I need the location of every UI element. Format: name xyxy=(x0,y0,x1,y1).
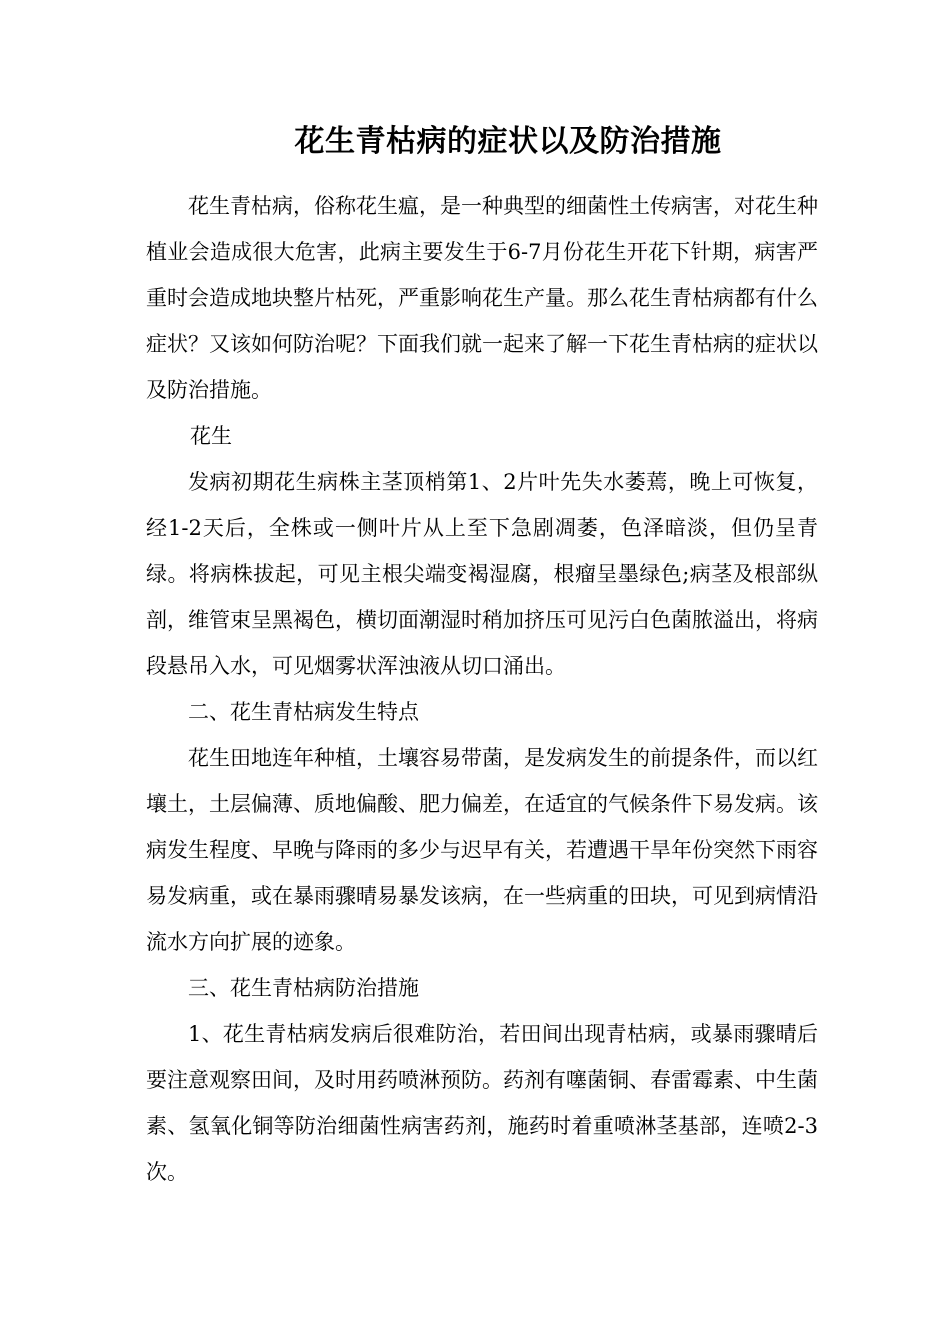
document-title: 花生青枯病的症状以及防治措施 xyxy=(294,124,722,159)
paragraph-symptoms: 发病初期花生病株主茎顶梢第1、2片叶先失水萎蔫，晚上可恢复，经1-2天后，全株或一侧叶片从上至下急剧凋萎，色泽暗淡，但仍呈青绿。将病株拔起，可见主根尖端变褐湿腐，根瘤呈墨绿色;病茎及根部纵剖，维管束呈黑褐色，横切面潮湿时稍加挤压可见污白色菌脓溢出，将病段悬吊入水，可见烟雾状浑浊液从切口涌出。 xyxy=(146,470,818,678)
document-body xyxy=(146,183,818,1195)
section-heading-prevention: 三、花生青枯病防治措施 xyxy=(188,976,419,1000)
paragraph-intro: 花生青枯病，俗称花生瘟，是一种典型的细菌性土传病害，对花生种植业会造成很大危害，此病主要发生于6-7月份花生开花下针期，病害严重时会造成地块整片枯死，严重影响花生产量。那么花生青枯病都有什么症状？又该如何防治呢？下面我们就一起来了解一下花生青枯病的症状以及防治措施。 xyxy=(146,194,818,402)
section-heading-characteristics: 二、花生青枯病发生特点 xyxy=(188,700,419,724)
paragraph-peanut-label: 花生 xyxy=(190,424,232,448)
paragraph-prevention-1: 1、花生青枯病发病后很难防治，若田间出现青枯病，或暴雨骤晴后要注意观察田间，及时用药喷淋预防。药剂有噻菌铜、春雷霉素、中生菌素、氢氧化铜等防治细菌性病害药剂，施药时着重喷淋茎基部，连喷2-3次。 xyxy=(146,1022,818,1184)
paragraph-characteristics: 花生田地连年种植，土壤容易带菌，是发病发生的前提条件，而以红壤土，土层偏薄、质地偏酸、肥力偏差，在适宜的气候条件下易发病。该病发生程度、早晚与降雨的多少与迟早有关，若遭遇干旱年份突然下雨容易发病重，或在暴雨骤晴易暴发该病，在一些病重的田块，可见到病情沿流水方向扩展的迹象。 xyxy=(146,746,818,954)
